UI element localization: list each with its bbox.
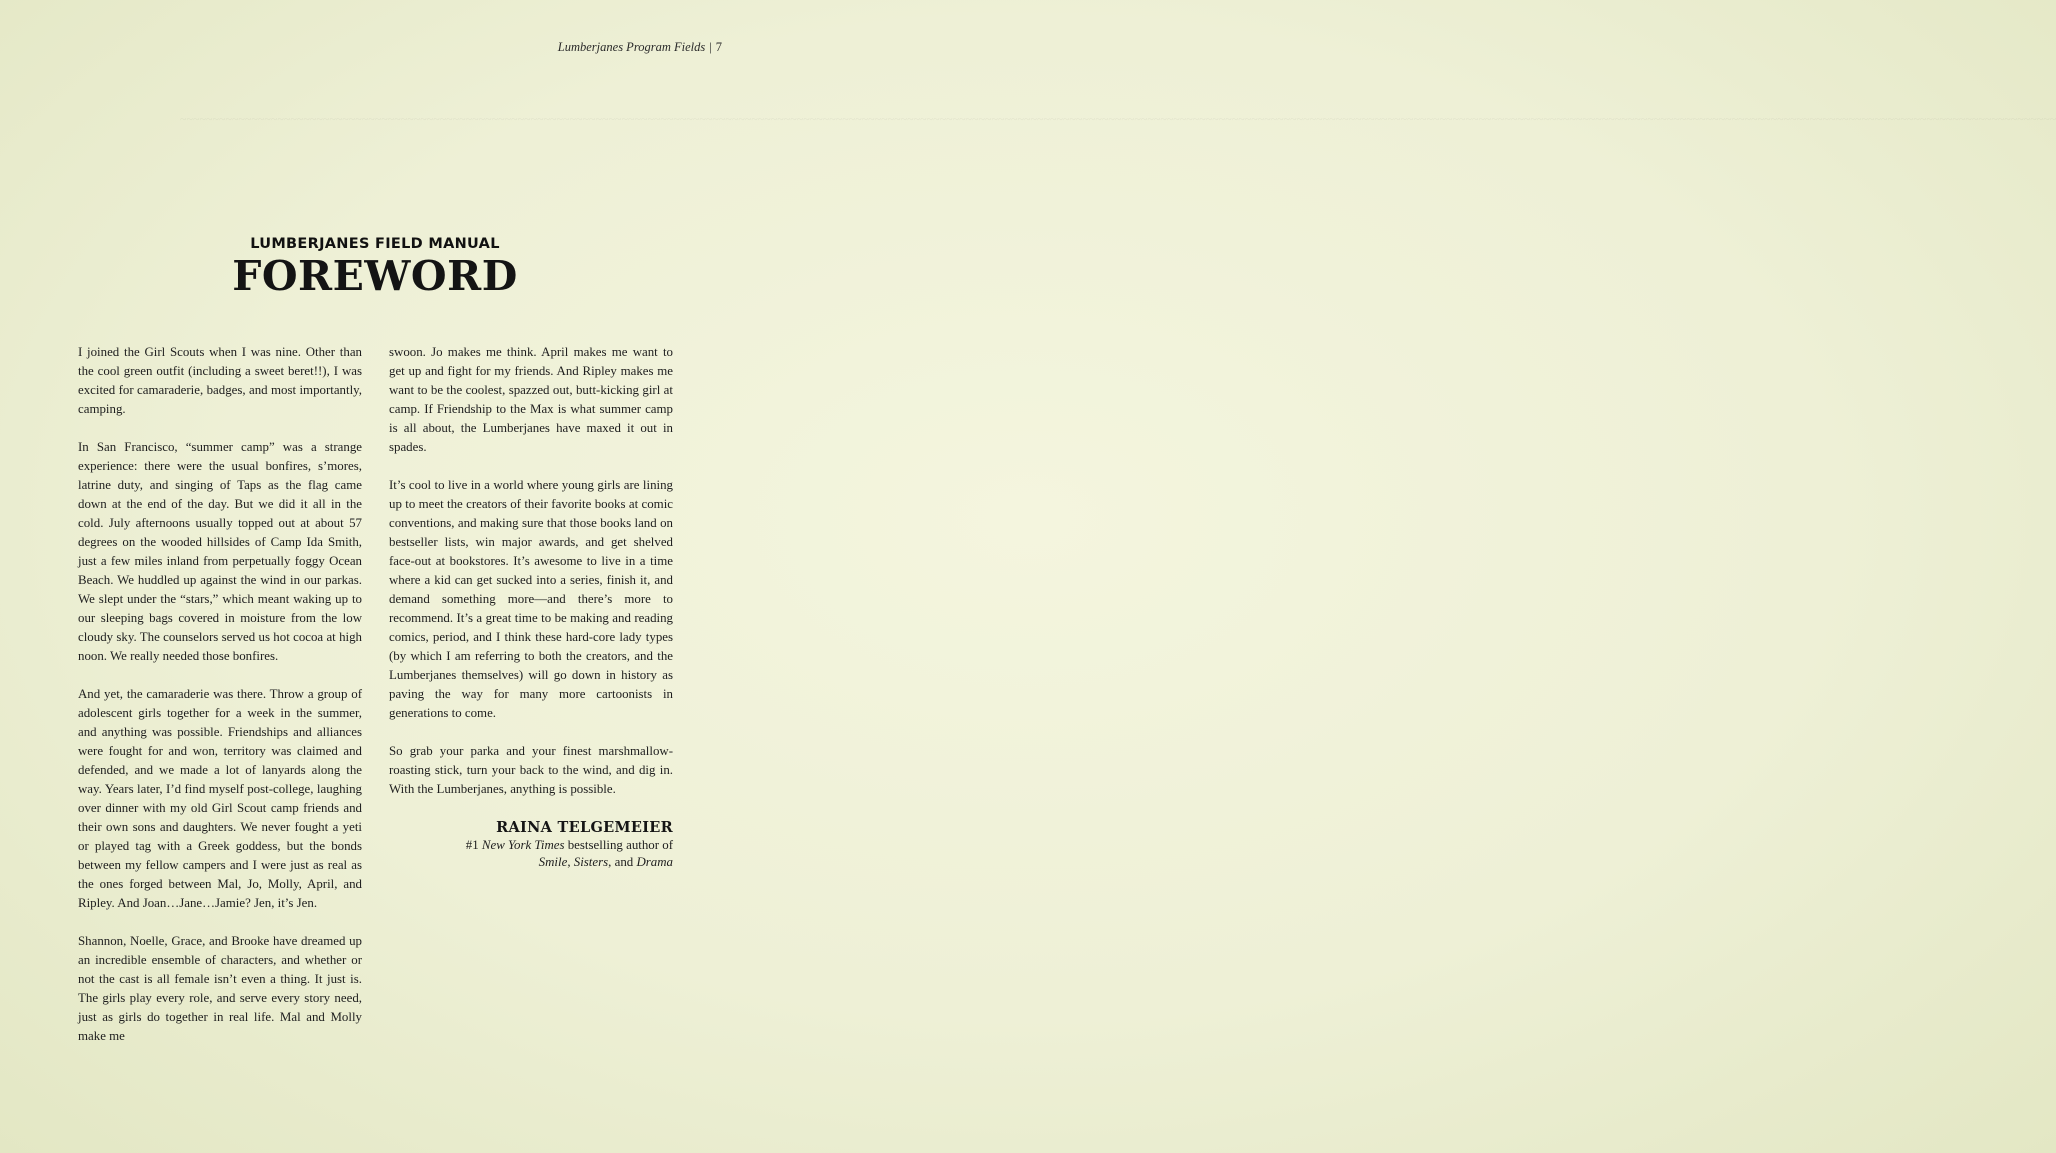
paragraph: And yet, the camaraderie was there. Throw a group of adolescent girls together for a week in the summer, and anything was possible. Friendships and alliances were fought for and won, territory was claimed and defended, and we made a lot of lanyards along the way. Years later, I’d find myself post-college, laughing over dinner with my old Girl Scout camp friends and their own sons and daughters. We never fought a yeti or played tag with a Greek goddess, but the bonds between my fellow campers and I were just as real as the ones forged between Mal, Jo, Molly, April, and Ripley. And Joan…Jane…Jamie? Jen, it’s Jen.	[78, 687, 362, 910]
paragraph: In San Francisco, “summer camp” was a strange experience: there were the usual bonfires, s’mores, latrine duty, and singing of Taps as the flag came down at the end of the day. But we did it all in the cold. July afternoons usually topped out at about 57 degrees on the wooded hillsides of Camp Ida Smith, just a few miles inland from perpetually foggy Ocean Beach. We huddled up against the wind in our parkas. We slept under the “stars,” which meant waking up to our sleeping bags covered in moisture from the low cloudy sky. The counselors served us hot cocoa at high noon. We really needed those bonfires.	[78, 440, 362, 663]
running-head-title: Lumberjanes Program Fields	[557, 40, 706, 54]
author-name: RAINA TELGEMEIER	[496, 819, 673, 836]
paragraph: swoon. Jo makes me think. April makes me want to get up and fight for my friends. And Ripley makes me want to be the coolest, spazzed out, butt-kicking girl at camp. If Friendship to the Max is what summer camp is all about, the Lumberjanes have maxed it out in spades.	[389, 345, 673, 454]
book-title: Drama	[636, 855, 673, 869]
right-column	[389, 343, 673, 871]
paragraph: Shannon, Noelle, Grace, and Brooke have dreamed up an incredible ensemble of characters, and whether or not the cast is all female isn’t even a thing. It just is. The girls play every role, and serve every story need, just as girls do together in real life. Mal and Molly make me	[78, 934, 362, 1043]
author-books-line: Smile, Sisters, and Drama	[538, 855, 673, 869]
page-title: FOREWORD	[232, 252, 518, 300]
left-column	[78, 343, 362, 1065]
paragraph: It’s cool to live in a world where young girls are lining up to meet the creators of their favorite books at comic conventions, and making sure that those books land on bestseller lists, win major awards, and get shelved face-out at bookstores. It’s awesome to live in a time where a kid can get sucked into a series, finish it, and demand something more—and there’s more to recommend. It’s a great time to be making and reading comics, period, and I think these hard-core lady types (by which I am referring to both the creators, and the Lumberjanes themselves) will go down in history as paving the way for many more cartoonists in generations to come.	[389, 478, 673, 720]
signature-block	[389, 818, 673, 871]
author-credit-line	[389, 837, 673, 854]
chapter-kicker: LUMBERJANES FIELD MANUAL	[250, 236, 500, 252]
book-title: Sisters	[573, 855, 609, 869]
credit-prefix: #1	[465, 838, 479, 852]
running-head	[558, 40, 722, 55]
page-number: 7	[715, 40, 722, 54]
conjunction: and	[614, 855, 634, 869]
running-head-separator: |	[709, 40, 712, 54]
credit-publication: New York Times	[481, 838, 565, 852]
book-title: Smile	[538, 855, 568, 869]
paragraph: So grab your parka and your finest marshmallow-roasting stick, turn your back to the wind, and dig in. With the Lumberjanes, anything is possible.	[389, 744, 673, 796]
credit-suffix: bestselling author of	[567, 838, 673, 852]
faded-bleed-through-text: ~~~~~~~~~~~~~~~~~~~~~~~~~~~~~~~~~~~~~~~~~~~~~~~~~~~~~~~~~~~~~~~~~~~~~~~~~~~~~~~~~~~~~~~~~~~~~~~~~~~~~~~~~~~~~~~~~~~~~~~~~~~~~~~~~~~~~~~~~~~~~~~~~~~~~~~~~~~~~~~~~~~~~~~~~~~~~~~~~~~~~~~~~~~~~~~~~~~~~~~~~~~~~~~~~~~~~~~~~~~~~~~~~~~~~~~~~~~~~~~~~~~~~~~~~~~~~~~~~~~~~~~~~~~~~~~~~~~~~~~~~~~~~~~~~	[180, 112, 2056, 126]
chapter-header	[0, 236, 750, 300]
paragraph: I joined the Girl Scouts when I was nine. Other than the cool green outfit (including a sweet beret!!), I was excited for camaraderie, badges, and most importantly, camping.	[78, 345, 362, 416]
